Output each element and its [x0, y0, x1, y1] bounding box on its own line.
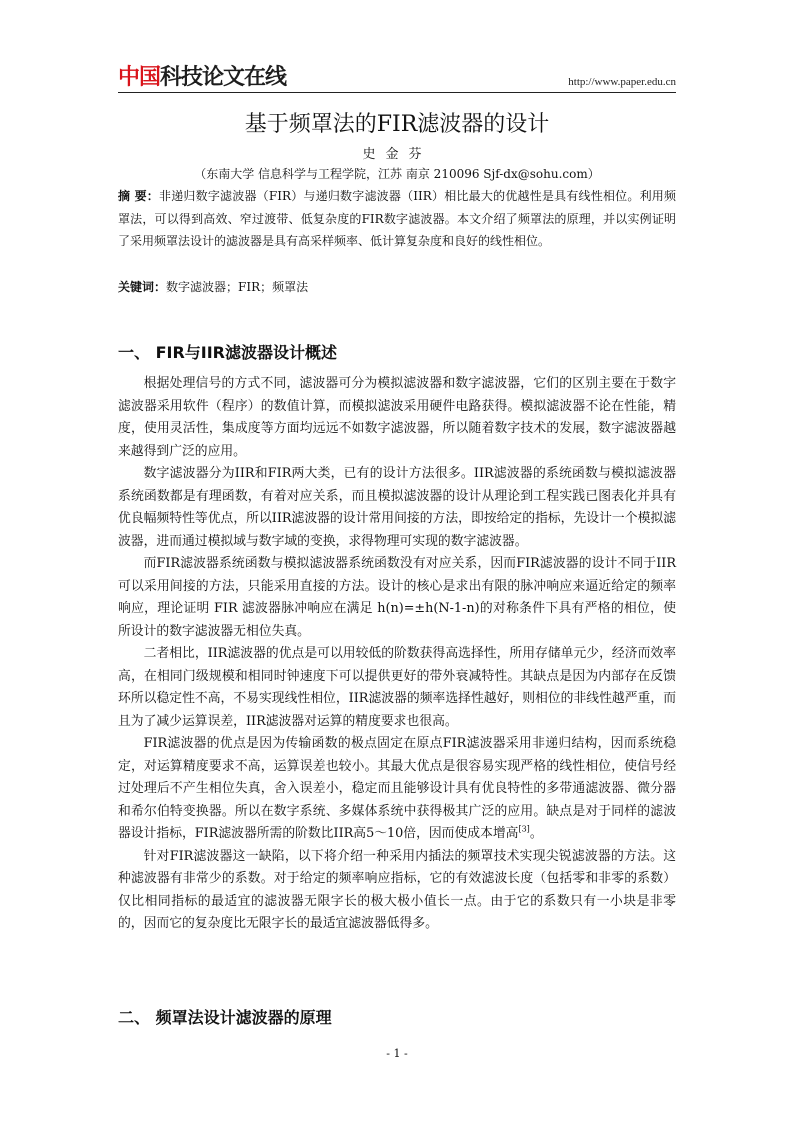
section-2-heading: 二、 频罩法设计滤波器的原理 — [118, 1008, 332, 1027]
keywords — [118, 278, 676, 296]
paragraph-end: 。 — [529, 826, 543, 841]
section-1-body — [118, 373, 676, 936]
paragraph: 针对FIR滤波器这一缺陷，以下将介绍一种采用内插法的频罩技术实现尖锐滤波器的方法。这种滤波器有非常少的系数。对于给定的频率响应指标，它的有效滤波长度（包括零和非零的系数）仅比相同指标的最适宜的滤波器无限字长的极大极小值长一点。由于它的系数只有一小块是非零的，因而它的复杂度比无限字长的最适宜滤波器低得多。 — [118, 848, 676, 931]
page-number: - 1 - — [386, 1047, 408, 1060]
paragraph-text: FIR滤波器的优点是因为传输函数的极点固定在原点FIR滤波器采用非递归结构，因而系统稳定，对运算精度要求不高，运算误差也较小。其最大优点是很容易实现严格的线性相位，使信号经过处理后不产生相位失真，舍入误差小，稳定而且能够设计具有优良特性的多带通滤波器、微分器和希尔伯特变换器。所以在数字系统、多媒体系统中获得极其广泛的应用。缺点是对于同样的滤波器设计指标，FIR滤波器所需的阶数比IIR高5～10倍，因而使成本增高 — [118, 736, 676, 841]
site-logo[interactable] — [118, 66, 286, 90]
abstract — [118, 185, 676, 253]
author-affiliation: （东南大学 信息科学与工程学院，江苏 南京 210096 Sjf-dx@sohu.com） — [194, 167, 600, 181]
paragraph: 而FIR滤波器系统函数与模拟滤波器系统函数没有对应关系，因而FIR滤波器的设计不同于IIR可以采用间接的方法，只能采用直接的方法。设计的核心是求出有限的脉冲响应来逼近给定的频率响应，理论证明 FIR 滤波器脉冲响应在满足 h(n)=±h(N-1-n)的对称条件下具有严格的相位，使所设计的数字滤波器无相位失真。 — [118, 556, 676, 639]
site-url[interactable]: http://www.paper.edu.cn — [568, 76, 676, 88]
paragraph: 二者相比，IIR滤波器的优点是可以用较低的阶数获得高选择性，所用存储单元少，经济而效率高，在相同门级规模和相同时钟速度下可以提供更好的带外衰减特性。其缺点是因为内部存在反馈环所以稳定性不高，不易实现线性相位，IIR滤波器的频率选择性越好，则相位的非线性越严重，而且为了减少运算误差，IIR滤波器对运算的精度要求也很高。 — [118, 646, 676, 729]
logo-dark-text: 科技论文在线 — [160, 65, 287, 90]
keywords-text: 数字滤波器；FIR；频罩法 — [166, 280, 309, 294]
paragraph: 数字滤波器分为IIR和FIR两大类，已有的设计方法很多。IIR滤波器的系统函数与模拟滤波器系统函数都是有理函数，有着对应关系，而且模拟滤波器的设计从理论到工程实践已图表化并具有优良幅频特性等优点，所以IIR滤波器的设计常用间接的方法，即按给定的指标，先设计一个模拟滤波器，进而通过模拟域与数字域的变换，求得物理可实现的数字滤波器。 — [118, 466, 676, 549]
abstract-text: 非递归数字滤波器（FIR）与递归数字滤波器（IIR）相比最大的优越性是具有线性相位。利用频罩法，可以得到高效、窄过渡带、低复杂度的FIR数字滤波器。本文介绍了频罩法的原理，并以实例证明了采用频罩法设计的滤波器是具有高采样频率、低计算复杂度和良好的线性相位。 — [118, 189, 676, 248]
author-name: 史金芬 — [362, 147, 432, 162]
keywords-label: 关键词： — [118, 280, 167, 294]
paragraph: 根据处理信号的方式不同，滤波器可分为模拟滤波器和数字滤波器，它们的区别主要在于数字滤波器采用软件（程序）的数值计算，而模拟滤波采用硬件电路获得。模拟滤波器不论在性能，精度，使用灵活性，集成度等方面均远远不如数字滤波器，所以随着数字技术的发展，数字滤波器越来越得到广泛的应用。 — [118, 376, 676, 459]
paper-title: 基于频罩法的FIR滤波器的设计 — [244, 112, 550, 137]
section-1-heading: 一、 FIR与IIR滤波器设计概述 — [118, 343, 338, 362]
page-header — [118, 66, 676, 93]
logo-red-text: 中国 — [118, 65, 161, 90]
citation-ref: [3] — [518, 824, 530, 834]
abstract-label: 摘 要： — [118, 189, 160, 203]
paragraph — [118, 733, 676, 846]
